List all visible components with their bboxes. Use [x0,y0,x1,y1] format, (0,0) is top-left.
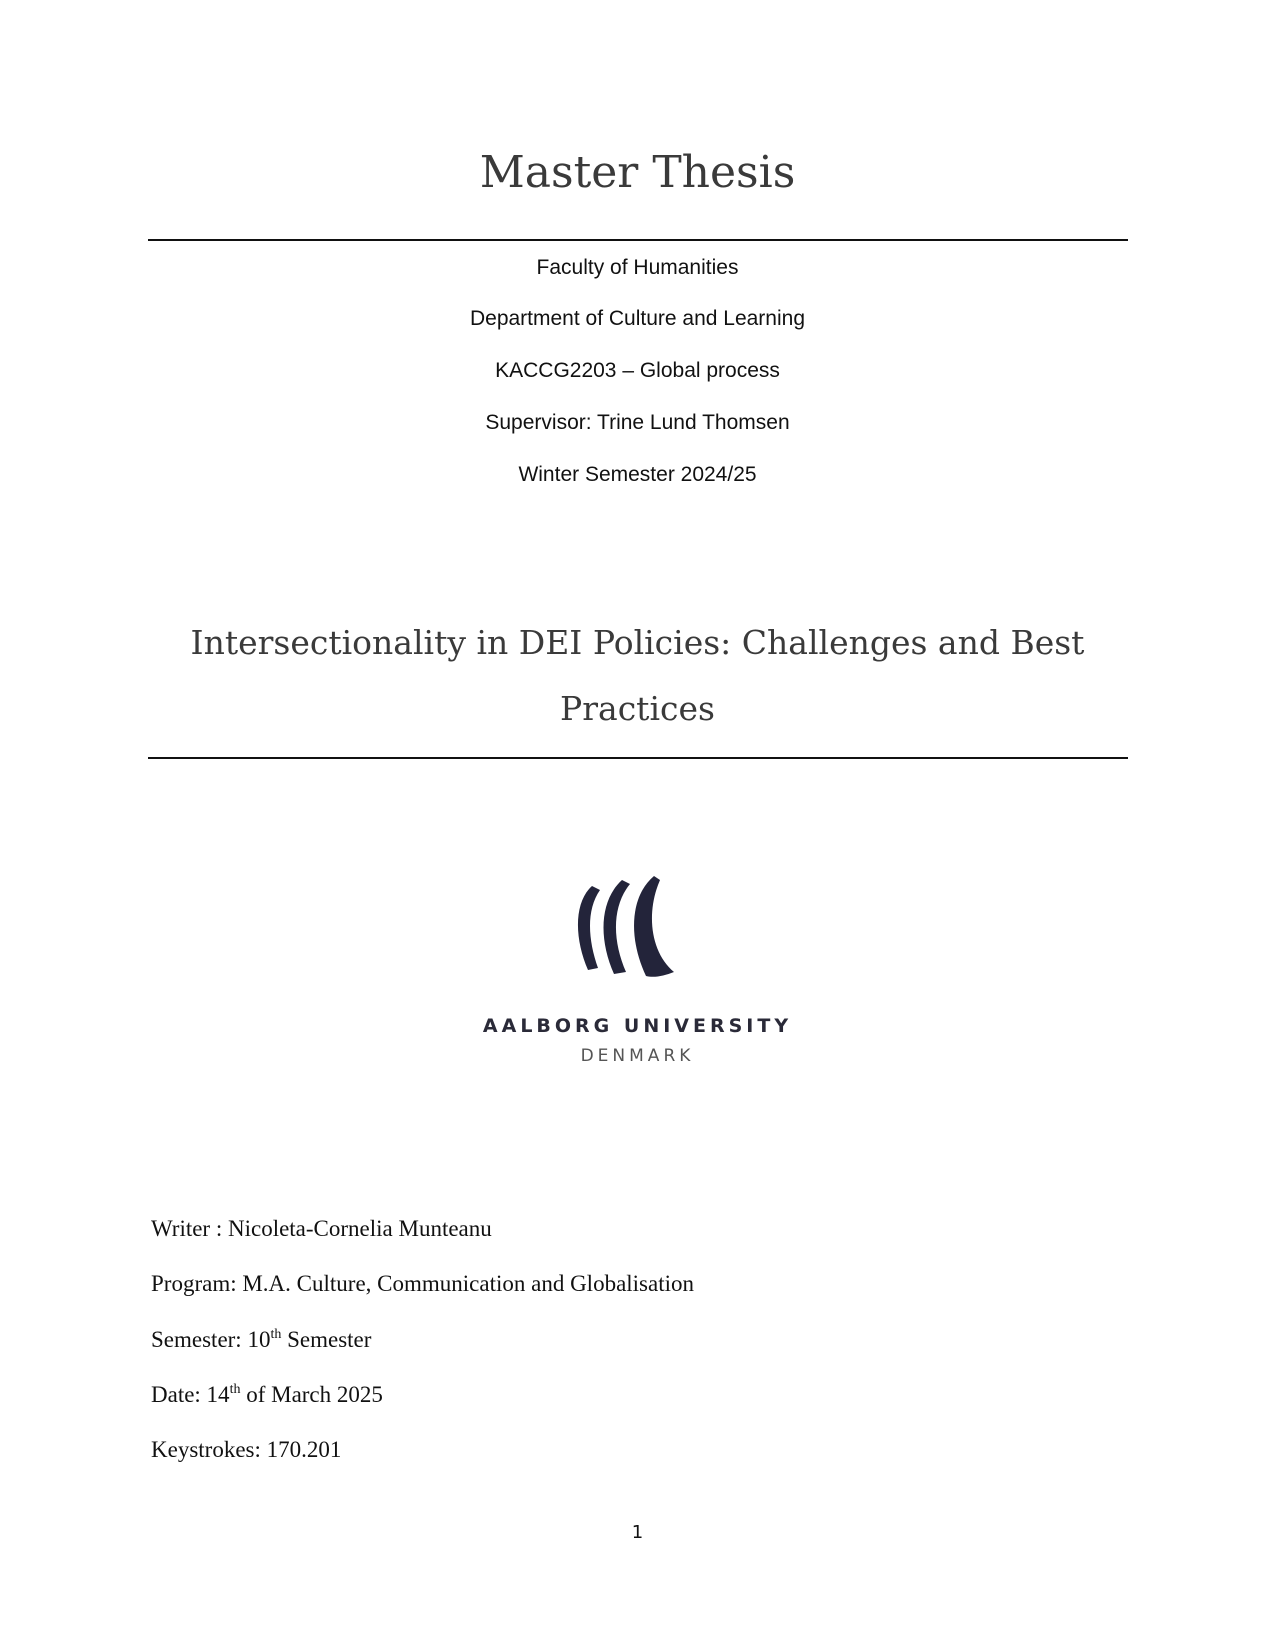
semester-line [151,1325,371,1355]
date-superscript: th [229,1382,241,1397]
thesis-title-rule [148,757,1128,759]
semester-rest: Semester [281,1327,372,1352]
course-line: KACCG2203 – Global process [495,359,780,382]
page-number: 1 [631,1522,644,1543]
thesis-title: Intersectionality in DEI Policies: Challenges and Best Practices [190,623,1085,728]
date-rest: of March 2025 [240,1382,383,1407]
program-line: Program: M.A. Culture, Communication and Globalisation [151,1271,694,1296]
keystrokes-line: Keystrokes: 170.201 [151,1437,342,1462]
semester-term-line: Winter Semester 2024/25 [518,463,757,486]
date-line [151,1380,383,1410]
writer-line: Writer : Nicoleta-Cornelia Munteanu [151,1216,492,1241]
document-title: Master Thesis [479,147,796,198]
semester-label: Semester: 10 [151,1327,271,1352]
title-rule [148,239,1128,241]
university-name: AALBORG UNIVERSITY [482,1015,793,1037]
semester-superscript: th [270,1327,282,1342]
supervisor-line: Supervisor: Trine Lund Thomsen [485,411,790,434]
department-line: Department of Culture and Learning [469,307,806,330]
university-country: DENMARK [580,1046,695,1066]
date-label: Date: 14 [151,1382,230,1407]
aalborg-university-wave-logo-icon [570,874,680,984]
faculty-line: Faculty of Humanities [536,256,739,279]
